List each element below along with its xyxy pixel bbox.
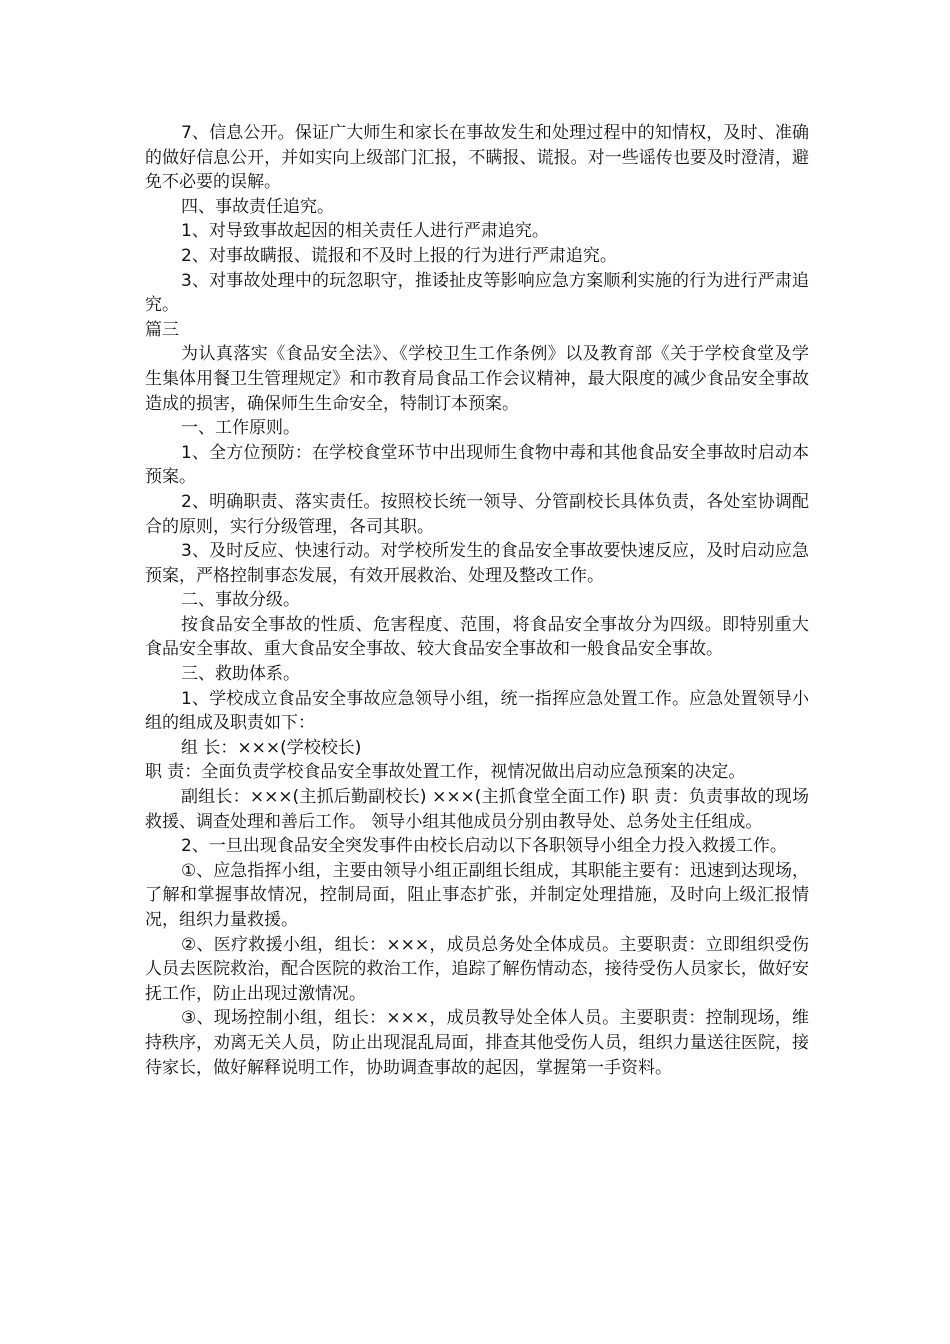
paragraph: 职 责：全面负责学校食品安全事故处置工作，视情况做出启动应急预案的决定。 (145, 762, 746, 783)
paragraph: 按食品安全事故的性质、危害程度、范围，将食品安全事故分为四级。即特别重大食品安全事故、重大食品安全事故、较大食品安全事故和一般食品安全事故。 (145, 614, 809, 660)
paragraph: 2、对事故瞒报、谎报和不及时上报的行为进行严肃追究。 (181, 245, 617, 266)
paragraph: 四、事故责任追究。 (181, 196, 334, 217)
paragraph: ①、应急指挥小组，主要由领导小组正副组长组成，其职能主要有：迅速到达现场，了解和掌握事故情况，控制局面，阻止事态扩张，并制定处理措施，及时向上级汇报情况，组织力量救援。 (145, 860, 809, 930)
paragraph: 二、事故分级。 (181, 590, 300, 611)
paragraph: 1、对导致事故起因的相关责任人进行严肃追究。 (181, 221, 549, 242)
paragraph: 三、救助体系。 (181, 664, 300, 685)
paragraph: ③、现场控制小组，组长：×××，成员教导处全体人员。主要职责：控制现场，维持秩序，劝离无关人员，防止出现混乱局面，排查其他受伤人员，组织力量送往医院，接待家长，做好解释说明工作，协助调查事故的起因，掌握第一手资料。 (145, 1008, 809, 1078)
paragraph: 3、对事故处理中的玩忽职守，推诿扯皮等影响应急方案顺利实施的行为进行严肃追究。 (145, 270, 809, 316)
paragraph: 7、信息公开。保证广大师生和家长在事故发生和处理过程中的知情权，及时、准确的做好信息公开，并如实向上级部门汇报，不瞒报、谎报。对一些谣传也要及时澄清，避免不必要的误解。 (145, 123, 809, 193)
document-body (145, 121, 809, 1080)
paragraph: 一、工作原则。 (181, 418, 300, 439)
paragraph: 组 长：×××(学校校长) (181, 737, 362, 758)
paragraph: 2、一旦出现食品安全突发事件由校长启动以下各职领导小组全力投入救援工作。 (181, 836, 787, 857)
paragraph: 2、明确职责、落实责任。按照校长统一领导、分管副校长具体负责，各处室协调配合的原则，实行分级管理，各司其职。 (145, 491, 809, 537)
paragraph: 1、学校成立食品安全事故应急领导小组，统一指挥应急处置工作。应急处置领导小组的组成及职责如下： (145, 688, 809, 734)
paragraph: 为认真落实《食品安全法》、《学校卫生工作条例》以及教育部《关于学校食堂及学生集体用餐卫生管理规定》和市教育局食品工作会议精神，最大限度的减少食品安全事故造成的损害，确保师生生命安全，特制订本预案。 (145, 344, 809, 414)
paragraph: 篇三 (145, 319, 179, 340)
paragraph: 3、及时反应、快速行动。对学校所发生的食品安全事故要快速反应，及时启动应急预案，严格控制事态发展，有效开展救治、处理及整改工作。 (145, 541, 809, 586)
paragraph: ②、医疗救援小组，组长：×××，成员总务处全体成员。主要职责：立即组织受伤人员去医院救治，配合医院的救治工作，追踪了解伤情动态，接待受伤人员家长，做好安抚工作，防止出现过激情况。 (145, 934, 809, 1004)
paragraph: 副组长：×××(主抓后勤副校长) ×××(主抓食堂全面工作) 职 责：负责事故的现场救援、调查处理和善后工作。 领导小组其他成员分别由教导处、总务处主任组成。 (145, 787, 809, 832)
paragraph: 1、全方位预防：在学校食堂环节中出现师生食物中毒和其他食品安全事故时启动本预案。 (145, 442, 809, 488)
